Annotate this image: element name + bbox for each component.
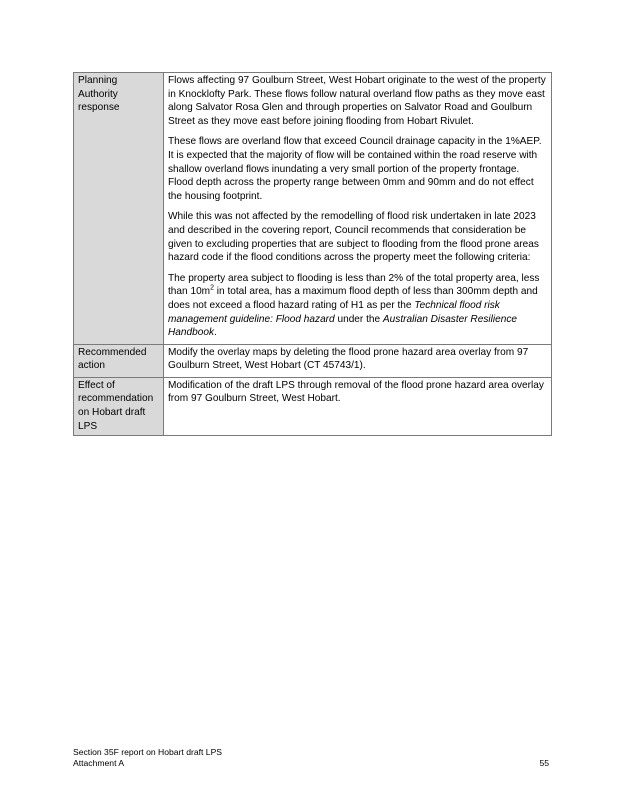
response-cell: [164, 73, 552, 345]
action-cell: [164, 344, 552, 377]
guideline-title: Technical flood risk management guideline: Flood hazard: [168, 299, 500, 325]
response-paragraph-3: While this was not affected by the remodelling of flood risk undertaken in late 2023 and described in the covering report, Council recommends that consideration be given to excluding properties that are subject to flooding from the flood prone areas hazard code if the flood conditions across the property meet the following criteria:: [168, 211, 539, 264]
criteria-text-1: The property area subject to flooding is less than 2% of the total property area, less than 10m: [168, 272, 540, 298]
footer-report-title: Section 35F report on Hobart draft LPS: [73, 747, 223, 757]
row-label-response: Planning Authority response: [74, 73, 164, 345]
row-label-action: Recommended action: [74, 344, 164, 377]
table-row-effect: [74, 377, 552, 435]
effect-cell: [164, 377, 552, 435]
response-paragraph-2: These flows are overland flow that exceed Council drainage capacity in the 1%AEP. It is expected that the majority of flow will be contained within the road reserve with shallow overland flows inundating a very small portion of the property frontage. Flood depth across the property range between 0mm and 90mm and do not effect the housing footprint.: [168, 136, 542, 202]
handbook-title: Australian Disaster Resilience Handbook: [168, 313, 517, 339]
table-row-response: [74, 73, 552, 345]
criteria-text-3: under the: [334, 313, 383, 325]
recommendation-table: [73, 72, 552, 436]
criteria-end: .: [214, 327, 217, 339]
criteria-paragraph: [168, 272, 546, 340]
row-label-effect: Effect of recommendation on Hobart draft LPS: [74, 377, 164, 435]
page-number: 55: [539, 758, 549, 768]
squared-superscript: 2: [210, 284, 214, 292]
criteria-text-2: in total area, has a maximum flood depth of less than 300mm depth and does not exceed a flood hazard rating of H1 as per the: [168, 286, 538, 311]
table-row-action: [74, 344, 552, 377]
footer-attachment: Attachment A: [73, 758, 125, 768]
action-text: Modify the overlay maps by deleting the flood prone hazard area overlay from 97 Goulburn Street, West Hobart (CT 45743/1).: [168, 346, 529, 372]
effect-text: Modification of the draft LPS through removal of the flood prone hazard area overlay from 97 Goulburn Street, West Hobart.: [168, 379, 544, 405]
page-footer: [73, 747, 549, 769]
response-paragraph-1: Flows affecting 97 Goulburn Street, West Hobart originate to the west of the property in Knocklofty Park. These flows follow natural overland flow paths as they move east along Salvator Rosa Glen and through properties on Salvator Road and Goulburn Street as they move east before joining flooding from Hobart Rivulet.: [168, 75, 546, 127]
